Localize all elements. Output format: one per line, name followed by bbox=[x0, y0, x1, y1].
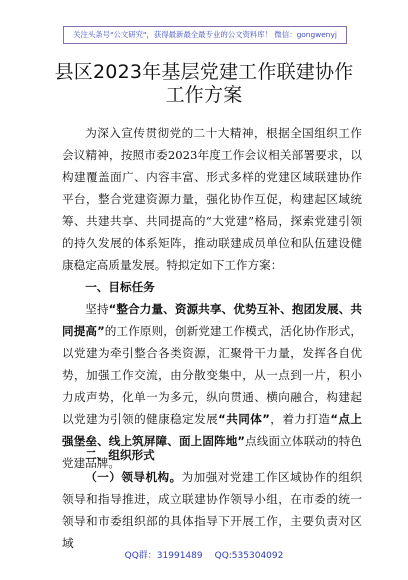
footer-qq-group: QQ群：31991489 bbox=[124, 551, 203, 561]
doc-title-line2: 工作方案 bbox=[165, 84, 243, 106]
section-heading-goals: 一、目标任务 bbox=[85, 280, 155, 294]
footer-qq: QQ:535304092 bbox=[214, 551, 284, 561]
section-heading-organization: 二、组织形式 bbox=[85, 448, 155, 462]
goals-community-bold: “共同体” bbox=[218, 412, 270, 426]
goals-principle-bold: “整合力量、资源共享、优势互补、抱团发展、共同提高” bbox=[62, 302, 362, 338]
leadership-subheading: （一）领导机构。 bbox=[85, 470, 182, 484]
goals-body-text: 的工作原则，创新党建工作模式，活化协作形式，以党建为牵引整合各类资源，汇聚骨干力量，发挥各自优势，加强工作交流，由分散变集中，从一点到一片，积小力成声势，化单一为多元，纵向贯通、横向融合，构建起以党建为引领的健康稳定发展 bbox=[62, 324, 362, 426]
doc-title-line1: 县区2023年基层党建工作联建协作 bbox=[54, 61, 354, 83]
footer-contact bbox=[0, 548, 408, 561]
goals-brand-bold: “点上强堡垒、线上筑屏障、面上固阵地” bbox=[62, 412, 362, 448]
intro-paragraph: 为深入宣传贯彻党的二十大精神，根据全国组织工作会议精神，按照市委2023年度工作会议相关部署要求，以构建覆盖面广、内容丰富、形式多样的党建区域联建协作平台，整合党建资源力量，强化协作互促，构建起区域统筹、共建共享、共同提高的“大党建”格局，探索党建引领的持久发展的体系矩阵，推动联建成员单位和队伍建设健康稳定高质量发展。特拟定如下工作方案： bbox=[62, 126, 362, 272]
organization-paragraph bbox=[62, 466, 362, 554]
goals-tail-text: 点线面立体联动的特色党建品牌。 bbox=[62, 434, 362, 470]
goals-connector-text: ，着力打造 bbox=[269, 412, 331, 426]
leadership-body-text: 为加强对党建工作区域协作的组织领导和指导推进，成立联建协作领导小组，在市委的统一领导和市委组织部的具体指导下开展工作，主要负责对区域 bbox=[62, 470, 362, 550]
goals-lead-text: 坚持 bbox=[85, 302, 109, 316]
promo-banner: 关注头条号"公文研究"，获得最新最全最专业的公文资料库！ 微信：gongwenyj bbox=[63, 26, 347, 44]
